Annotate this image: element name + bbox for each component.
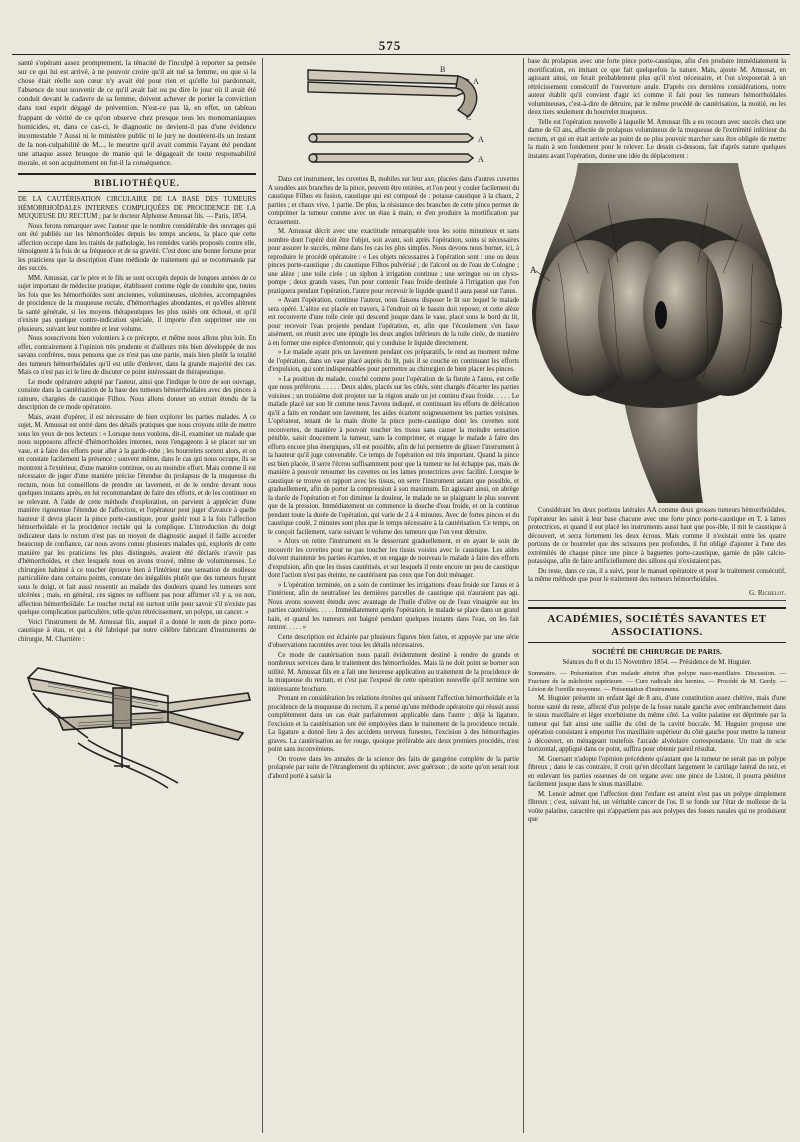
prolapsus-illustration bbox=[528, 163, 786, 503]
paragraph: » L'opération terminée, on a soin de continuer les irrigations d'eau froide sur l'anus et à l'intérieur, afin de neutraliser les dernières parcelles de caustique qui n'auraient pas agi. Nous avons souvent étendu avec avantage de l'huile d'olive ou de l'eau vinaigrée sur les parties cautérisées. . . . . Immédiatement après l'opération, le malade se place dans un grand bain, et quand les tumeurs ont baigné pendant quelques instants dans l'eau, on les fait rentrer. . . . . » bbox=[268, 581, 519, 631]
figure-letter: A bbox=[478, 135, 484, 144]
section-title-bibliotheque: BIBLIOTHÈQUE. bbox=[18, 173, 256, 192]
seance-line: Séances du 8 et du 15 Novembre 1854. — Présidence de M. Huguier. bbox=[562, 658, 752, 666]
paragraph: Du reste, dans ce cas, il a suivi, pour le manuel opératoire et pour le traitement consécutif, la même méthode que pour le traitement des tumeurs hémorrhoïdales. bbox=[528, 567, 786, 583]
page-number: 575 bbox=[378, 38, 402, 53]
figure-letter: A bbox=[530, 265, 537, 275]
paragraph: M. Amussat décrit avec une exactitude remarquable tous les soins minutieux et sans nombre dont l'opéré doit être l'objet, soit avant, soit après l'opération, soins si nécessaires pour assurer le succès, même dans les cas les plus simples. Nous devons nous borner, ici, à reproduire le procédé opératoire : « Les objets nécessaires à l'opération sont : une ou deux pinces porte-caustique ; du caustique Filhos pulvérisé ; de l'alcool ou de l'eau de Cologne ; une alèze ; une toile cirée ; un siphon à irrigation continue ; une seringue ou un clyso-pompe ; deux grands vases, l'un pour contenir l'eau froide destinée à l'irrigation que l'on pratiquera pendant l'opération, l'autre pour recevoir le liquide quand il aura passé sur l'anus. bbox=[268, 228, 519, 295]
column-3 bbox=[528, 58, 786, 826]
paragraph: » Alors on retire l'instrument en le desserrant graduellement, et en ayant le soin de recouvrir les cuvettes pour ne pas toucher les tissus voisins avec le caustique. Les aides doivent maintenir les parties écartées, et on engage de nouveau le malade à faire des efforts d'expulsion, afin que les tissus cautérisés, et sur lesquels il reste encore un peu de caustique dont l'action n'est pas éteinte, ne cautérisent pas ceux que l'on doit ménager. bbox=[268, 538, 519, 579]
paragraph: » La position du malade, couché comme pour l'opération de la fistule à l'anus, est celle que nous préférons. . . . . . Deux aides, placés sur les côtés, sont chargés d'écarter les parties voisines ; un troisième doit projeter sur la région anale un jet continu d'eau froide. . . . . Le malade placé sur son lit comme nous l'avons indiqué, et continuant les efforts de défécation qu'il a faits en rendant son lavement, les aides écartent soigneusement les parties voisines. L'opérateur, tenant de la main droite la pince porte-caustique dont les cuvettes sont recouvertes, de manière à pouvoir toucher les tissus sans causer la moindre sensation pénible, saisit doucement la tumeur, sans la comprimer, et engage le malade à faire des efforts encore plus énergiques, s'il est possible, afin de lui permettre de glisser l'instrument à la hauteur qu'il juge convenable. Ce temps de l'opération est très important. Quand la pince est bien placée, il serre l'écrou suffisamment pour que la tumeur ne lui échappe pas, mais de manière à pouvoir retourner les cuvettes ou les lames protectrices avec facilité. Lorsque le caustique se trouve en rapport avec les tissus, on serre l'instrument autant que possible, et graduellement, afin de porter la compression à son maximum. En agissant ainsi, on abrège la durée de l'opération et l'on diminue la douleur, le malade ne se plaignant le plus souvent que de la pression. Immédiatement on commence la douche d'eau froide, et on la continue pendant toute la durée de l'opération, qui varie de 2 à 4 minutes. Avec de fortes pinces et du caustique coulé, 2 minutes sont plus que le temps nécessaire à la cautérisation. Ce temps, on le conçoit facilement, varie suivant le volume des tumeurs que l'on veut détruire. bbox=[268, 375, 519, 536]
column-2 bbox=[268, 58, 519, 782]
divider bbox=[528, 600, 786, 601]
paragraph: On trouve dans les annales de la science des faits de gangrène complète de la partie prolapsée par suite de l'étranglement du sphincter, avec guérison ; de sorte qu'on serait tout d'abord porté à saisir la bbox=[268, 755, 519, 780]
paragraph: Considérant les deux portions latérales AA comme deux grosses tumeurs hémorrhoïdales, l'opérateur les saisit à leur base chacune avec une forte pince porte-caustique en T, à lames protectrices, et quand il eut placé les instruments aussi haut que pos-ible, il mit le caustique à découvert, et serra fortement les deux écrous. Mais comme il n'existait entre les quatre portions de ce bourrelet que des scissures peu profondes, il fut obligé d'ajouter à l'une des extrémités de chaque pince une pince à baguettes porte-caustique, garnie de pâte calcio-potassique, afin de faire artificiellement des sillons qui n'existaient pas. bbox=[528, 507, 786, 565]
cuvette-pince-illustration bbox=[268, 62, 519, 172]
paragraph: » Le malade ayant pris un lavement pendant ces préparatifs, le rend au moment même de l'opération, dans un vase placé auprès du lit, puis il se couche en continuant les efforts d'expulsion, qui sont indispensables pour permettre au chirurgien de bien placer les pinces. bbox=[268, 349, 519, 373]
signature: G. Richelot. bbox=[749, 587, 786, 597]
header-rule bbox=[12, 54, 790, 55]
paragraph: M. Guersant n'adopte l'opinion précédente qu'autant que la tumeur ne serait pas un polype fibreux ; dans le cas contraire, il croit qu'en décollant largement le cartilage latéral du nez, et en enlevant les parties osseuses de cet organe avec une pince de Liston, il pourra pénétrer facilement jusque dans le sinus maxillaire. bbox=[528, 755, 786, 789]
paragraph: Nous souscrivons bien volontiers à ce précepte, et même nous allons plus loin. En effet, contrairement à l'opinion très prudente et d'ailleurs très bien développée de nos savans confrères, nous pensons que ce n'est pas une partie, mais bien plutôt la totalité des tumeurs hémorrhoïdales qu'il est utile d'enlever, dans la grande majorité des cas. Mais ce n'est pas ici le lieu de discuter ce point intéressant de thérapeutique. bbox=[18, 335, 256, 377]
paragraph: » Avant l'opération, continue l'auteur, nous faisons disposer le lit sur lequel le malade sera opéré. L'alèze est placée en travers, à l'endroit où le bassin doit reposer, et cette alèze est recouverte d'une toile cirée qui descend jusque dans le vase, placé sous le bord du lit, pour recevoir l'eau projetée pendant l'opération, et, afin que l'écoulement s'en fasse aisément, on réunit avec une épingle les deux angles inférieurs de la toile cirée, de manière à en former une espèce d'entonnoir, qui y conduise le liquide directement. bbox=[268, 297, 519, 347]
figure-letter: C bbox=[466, 113, 472, 122]
paragraph: Le mode opératoire adopté par l'auteur, ainsi que l'indique le titre de son ouvrage, consiste dans la cautérisation de la base des tumeurs hémorrhoïdales avec des pinces à rainure, chargées de caustique Filhos. Nous allons donner un extrait étendu de la description de ce mode opératoire. bbox=[18, 378, 256, 412]
column-divider bbox=[262, 58, 263, 1133]
paragraph: Nous ferons remarquer avec l'auteur que le nombre considérable des ouvrages qui ont été publiés sur les hémorrhoïdes depuis les temps anciens, la place que cette affection occupe dans les traités de pathologie, les remèdes variés proposés contre elle, témoignent à la fois de sa fréquence et de sa gravité. C'est donc une bonne fortune pour les praticiens que la description d'une méthode de traitement qui se recommande par des succès. bbox=[18, 222, 256, 273]
column-divider bbox=[523, 58, 524, 1133]
opening-paragraph: santé s'opérant assez promptement, la ténacité de l'inculpé à reporter sa pensée sur ce qui lui est arrivé, à ne pouvoir croire qu'il ait tué sa femme, ou que si la chose était réelle son cœur n'y avait été pour rien et qu'elle lui pardonnait, l'absence de tout souvenir de ce qu'il avait fait ou pu dire le jour où il avait été conduit devant le cadavre de sa femme, doivent achever de porter la conviction dans tout esprit dégagé de prévention. N'est-ce pas là, en effet, un tableau frappant de vérité de ce qu'on observe chez presque tous les monomaniaques homicides, et, dans ce cas-ci, le diagnostic ne devient-il pas d'une évidence incontestable ? Aussi ni le ministère public ni le jury ne doutèrent-ils un instant de la non-culpabilité de M..., le meurtre qu'il avait commis l'ayant été pendant une attaque assez brusque de manie qui le dégageait de toute responsabilité morale, et son acquittement en fut-il la conséquence. bbox=[18, 58, 256, 168]
paragraph: Mais, avant d'opérer, il est nécessaire de bien explorer les parties malades. A ce sujet, M. Amussat est entré dans des détails pratiques que nous croyons utile de mettre sous les yeux de nos lecteurs : « Lorsque nous voulons, dit-il, examiner un malade que nous supposons affecté d'hémorrhoïdes internes, nous l'engageons à se placer sur un vase, et à faire des efforts pour aller à la garde-robe ; les bourrelets sortent alors, et on en constate facilement la présence ; souvent même, dans le cas qui nous occupe, ils se montrent à l'extérieur, d'une manière continue, ou au moindre effort. Mais comme il est nécessaire de juger d'une manière précise l'étendue du prolapsus de la muqueuse du rectum, nous lui conseillons de prendre un lavement, et de le rendre devant nous quelques instants après, en lui recommandant de faire des efforts, et de les continuer en se relevant. A l'aide de cette méthode d'exploration, on parvient à apprécier d'une manière rigoureuse l'étendue de l'affection, et l'opérateur peut juger d'avance à quelle hauteur il devra placer la pince porte-caustique, pour guérir tout à la fois l'affection hémorrhoïdale et la procidence rectale qui la complique. L'introduction du doigt indicateur dans le rectum n'est pas un moyen de diagnostic auquel il faille accorder beaucoup de confiance, car nous avons connu plusieurs malades qui, explorés de cette manière par les praticiens les plus distingués, avaient été déclarés n'avoir pas d'hémorrhoïdes, et chez lesquels nous en avons trouvé, même de volumineuses. Le chirurgien habitué à ce toucher éprouve bien à l'intérieur une sensation de mollesse particulière dans certains points, constate des inégalités plutôt que des tumeurs fuyant sous le doigt, et fait aussi ressentir au malade des douleurs quand les tumeurs sont ulcérées ; mais, en général, ces signes ne suffisent pas pour affirmer s'il y a, ou non, affection hémorrhoïdale. Le toucher rectal est surtout utile pour savoir s'il n'existe pas quelque complication particulière, telle qu'un rétrécissement, un polype, un cancer. » bbox=[18, 413, 256, 617]
paragraph: Voici l'instrument de M. Amussat fils, auquel il a donné le nom de pince porte-caustique à étau, et qui a été fabriqué par notre célèbre fabricant d'instruments de chirurgie, M. Charrière : bbox=[18, 618, 256, 643]
paragraph: M. Lenoir admet que l'affection dont l'enfant est atteint n'est pas un polype simplement fibreux ; c'est, suivant lui, un véritable cancer de l'os. Il se fonde sur l'état de mollesse de la voûte palatine, caractère qui n'appartient pas aux polypes des fosses nasales qui ne produisent que bbox=[528, 790, 786, 824]
figure-letter: B bbox=[440, 65, 446, 74]
figure-letter: A bbox=[473, 77, 479, 86]
sommaire: Sommaire. — Présentation d'un malade atteint d'un polype naso-maxillaire. Discussion. — Fracture de la mâchoire supérieure. — Cure radicale des hernies. — Procédé de M. Gerdy. — Lésion de l'oreille moyenne. — Présentation d'instrumens. bbox=[528, 669, 786, 694]
paragraph: MM. Amussat, car le père et le fils se sont occupés depuis de longues années de ce sujet important de médecine pratique, établissent comme règle de conduite que, toutes les fois que les hémorrhoïdes sont anciennes, volumineuses, ulcérées, accompagnées de procidence de la muqueuse rectale, d'hémorrhagies abondantes, et qu'elles altèrent la santé générale, si les moyens thérapeutiques les plus usités ont échoué, et qu'il n'existe pas quelque contre-indication spéciale, il importe d'en supprimer une ou plusieurs, suivant leur nombre et leur volume. bbox=[18, 274, 256, 333]
paragraph: base du prolapsus avec une forte pince porte-caustique, afin d'en produire immédiatement la mortification, en imitant ce que fait quelquefois la nature. Mais, ajoute M. Amussat, en agissant ainsi, on ferait probablement plus qu'il n'est nécessaire, et l'on s'exposerait à un rétrécissement consécutif de l'ouverture anale. D'après ces dernières considérations, notre auteur établit qu'il convient d'agir ici comme il fait pour les tumeurs hémorrhoïdales volumineuses, c'est-à-dire de détruire, par le même procédé de cautérisation, la moitié, ou les deux tiers seulement du bourrelet muqueux. bbox=[528, 58, 786, 116]
society-title: SOCIÉTÉ DE CHIRURGIE DE PARIS. bbox=[592, 646, 722, 656]
section-title-academies: ACADÉMIES, SOCIÉTÉS SAVANTES ET ASSOCIATIONS. bbox=[528, 607, 786, 643]
article-title: DE LA CAUTÉRISATION CIRCULAIRE DE LA BASE DES TUMEURS HÉMORRHOÏDALES INTERNES COMPLIQUÉES DE PROCIDENCE DE LA MUQUEUSE DU RECTUM ; par le docteur Alphonse Amussat fils. — Paris, 1854. bbox=[18, 196, 256, 221]
figure-letter: A bbox=[776, 320, 783, 330]
figure-letter: A bbox=[478, 155, 484, 164]
paragraph: Cette description est éclairée par plusieurs figures bien faites, et appuyée par une série d'observations racontées avec tous les détails nécessaires. bbox=[268, 633, 519, 649]
paragraph: Prenant en considération les relations étroites qui unissent l'affection hémorrhoïdale et la procidence de la muqueuse du rectum, il a pensé qu'une méthode opératoire qui réussit aussi complètement dans un cas était parfaitement applicable dans l'autre ; déjà la ligature, l'excision et la cautérisation ont été employées dans le traitement de la procidence rectale. La ligature a donné lieu à des accidens nerveux funestes, l'excision à des hémorrhagies graves. La cautérisation au fer rouge, quoique préférable aux deux premiers procédés, n'est point sans inconvéniens. bbox=[268, 695, 519, 753]
paragraph: Telle est l'opération nouvelle à laquelle M. Amussat fils a eu recours avec succès chez une dame de 63 ans, affectée de prolapsus volumineux de la muqueuse de l'extrémité inférieur du rectum, et qui en était arrivée au point de ne plus pouvoir marcher sans être obligée de mettre la main à son fondement pour le relever. Le dessin ci-dessous, fait d'après nature quelques instants avant l'opération, donne une idée du déplacement : bbox=[528, 118, 786, 160]
forceps-illustration bbox=[18, 648, 256, 798]
paragraph: Ce mode de cautérisation nous paraît évidemment destiné à rendre de grands et nombreux services dans le traitement des hémorrhoïdes. Mais là ne doit point se borner son utilité. M. Amussat fils en a fait une heureuse application au traitement de la procidence de la muqueuse du rectum, et c'est par l'exposé de cette opération nouvelle qu'il termine son intéressante brochure. bbox=[268, 651, 519, 693]
column-1 bbox=[18, 58, 256, 802]
paragraph: M. Huguier présente un enfant âgé de 8 ans, d'une constitution assez chétive, mais d'une bonne santé du reste, affecté d'un polype de la fosse nasale gauche avec embranchement dans le sinus maxillaire et léger exorbitisme du même côté. La voûte palatine est déprimée par la tumeur qui fait ainsi une saillie du côté de la cavité buccale. M. Huguier propose une opération consistant à emporter l'os maxillaire supérieur du côté gauche pour mettre la tumeur à découvert, en ménageant toutefois l'arcade alvéolaire correspondante. Un trait de scie horizontal, appliqué dans ce point, suffira pour obtenir pareil résultat. bbox=[528, 695, 786, 754]
paragraph: Dans cet instrument, les cuvettes B, mobiles sur leur axe, placées dans d'autres cuvettes A soudées aux branches de la pince, peuvent être retirées, et l'on peut y couler facilement du caustique Filhos en fusion, caustique qui est composé de : potasse caustique à la chaux, 2 parties ; et chaux vive, 1 partie. De plus, la résistance des branches de cette pince permet de comprimer la tumeur comme avec un étau à main, et d'en produire la mortification par écrasement. bbox=[268, 176, 519, 226]
